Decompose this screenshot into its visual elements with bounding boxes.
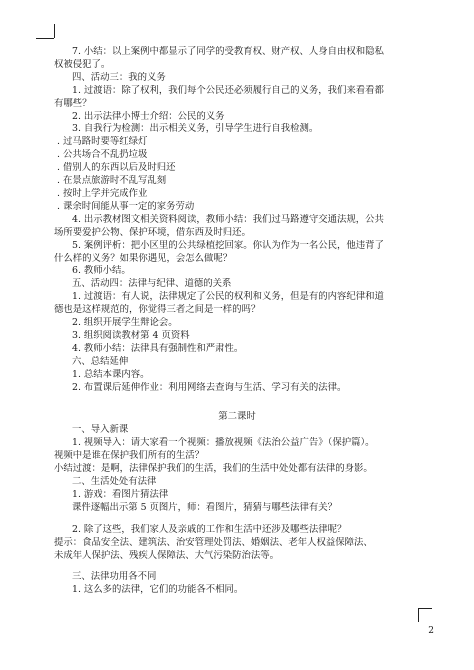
text-line: 2. 除了这些，我们家人及亲戚的工作和生活中还涉及哪些法律呢？ [72,523,347,535]
text-line: 场所要爱护公物、保护环境，借东西及时归还。 [54,226,251,238]
text-line: 1. 过渡语：除了权利，我们每个公民还必须履行自己的义务，我们来看看都 [72,84,384,96]
text-line: 有哪些？ [54,97,92,109]
text-line: 德也是这样规范的，你觉得三者之间是一样的吗？ [54,304,261,316]
text-line: 2. 出示法律小博士介绍：公民的义务 [72,110,225,122]
text-line: 四、活动三：我的义务 [72,71,166,83]
text-line: 4. 教师小结：法律具有强制性和严肃性。 [72,342,244,354]
text-line: 二、生活处处有法律 [72,476,157,487]
text-line: . 公共场合不乱扔垃圾 [57,149,148,161]
text-line: 1. 总结本课内容。 [72,368,150,380]
text-line: 6. 教师小结。 [72,265,131,277]
spacer [54,562,420,571]
text-line: 1. 视频导入：请大家看一个视频：播放视频《法治公益广告》（保护篇）。 [72,437,375,449]
text-line: 2. 布置课后延伸作业：利用网络去查询与生活、学习有关的法律。 [72,381,347,393]
text-line: 2. 组织开展学生辩论会。 [72,317,178,329]
text-line: 第二课时 [218,411,256,423]
crop-mark-top-left-vertical [54,24,55,38]
text-line: . 过马路时要等红绿灯 [57,136,148,148]
text-line: 六、总结延伸 [72,355,129,367]
text-line: 什么样的义务？如果你遇见，会怎么做呢？ [54,252,233,264]
text-line: 五、活动四：法律与纪律、道德的关系 [72,278,232,290]
text-line: 视频中是谁在保护我们所有的生活？ [54,450,205,462]
text-line: 1. 这么多的法律，它们的功能各不相同。 [72,584,244,596]
text-line: 一、导入新课 [72,424,129,436]
text-line: . 借别人的东西以后及时归还 [57,162,176,174]
text-line: 三、法律功用各不同 [72,571,157,583]
text-line: . 课余时间能从事一定的家务劳动 [57,200,195,212]
text-line: 提示：食品安全法、建筑法、治安管理处罚法、婚姻法、老年人权益保障法、 [54,536,373,548]
crop-mark-top-left-horizontal [36,38,54,39]
crop-mark-bottom-right-vertical [418,608,419,622]
text-line: 课件逐幅出示第 5 页图片，师：看图片，猜猜与哪些法律有关？ [72,501,338,513]
text-line: 7. 小结：以上案例中都显示了同学的受教育权、财产权、人身自由权和隐私 [72,46,384,57]
spacer [54,515,420,524]
page-number: 2 [428,626,434,636]
spacer [54,394,420,411]
text-line: 3. 组织阅读教材第 4 页资料 [72,329,190,341]
text-line: 1. 过渡语：有人说，法律规定了公民的权利和义务，但是有的内容纪律和道 [72,291,384,303]
text-line: 1. 游戏：看图片猜法律 [72,488,169,500]
text-line: 小结过渡：是啊，法律保护我们的生活，我们的生活中处处都有法律的身影。 [54,463,373,475]
text-line: . 按时上学并完成作业 [57,187,148,199]
text-line: 5. 案例评析：把小区里的公共绿植挖回家。你认为作为一名公民，他违背了 [72,239,384,251]
text-line: . 在景点旅游时不乱写乱刻 [57,175,167,187]
text-line: 未成年人保护法、残疾人保障法、大气污染防治法等。 [54,549,280,561]
text-line: 权被侵犯了。 [54,58,111,70]
text-line: 4. 出示教材图文相关资料阅读，教师小结：我们过马路遵守交通法规，公共 [72,213,384,225]
text-line: 3. 自我行为检测：出示相关义务，引导学生进行自我检测。 [72,123,319,135]
document-body [54,46,420,597]
crop-mark-bottom-right-horizontal [418,608,432,609]
